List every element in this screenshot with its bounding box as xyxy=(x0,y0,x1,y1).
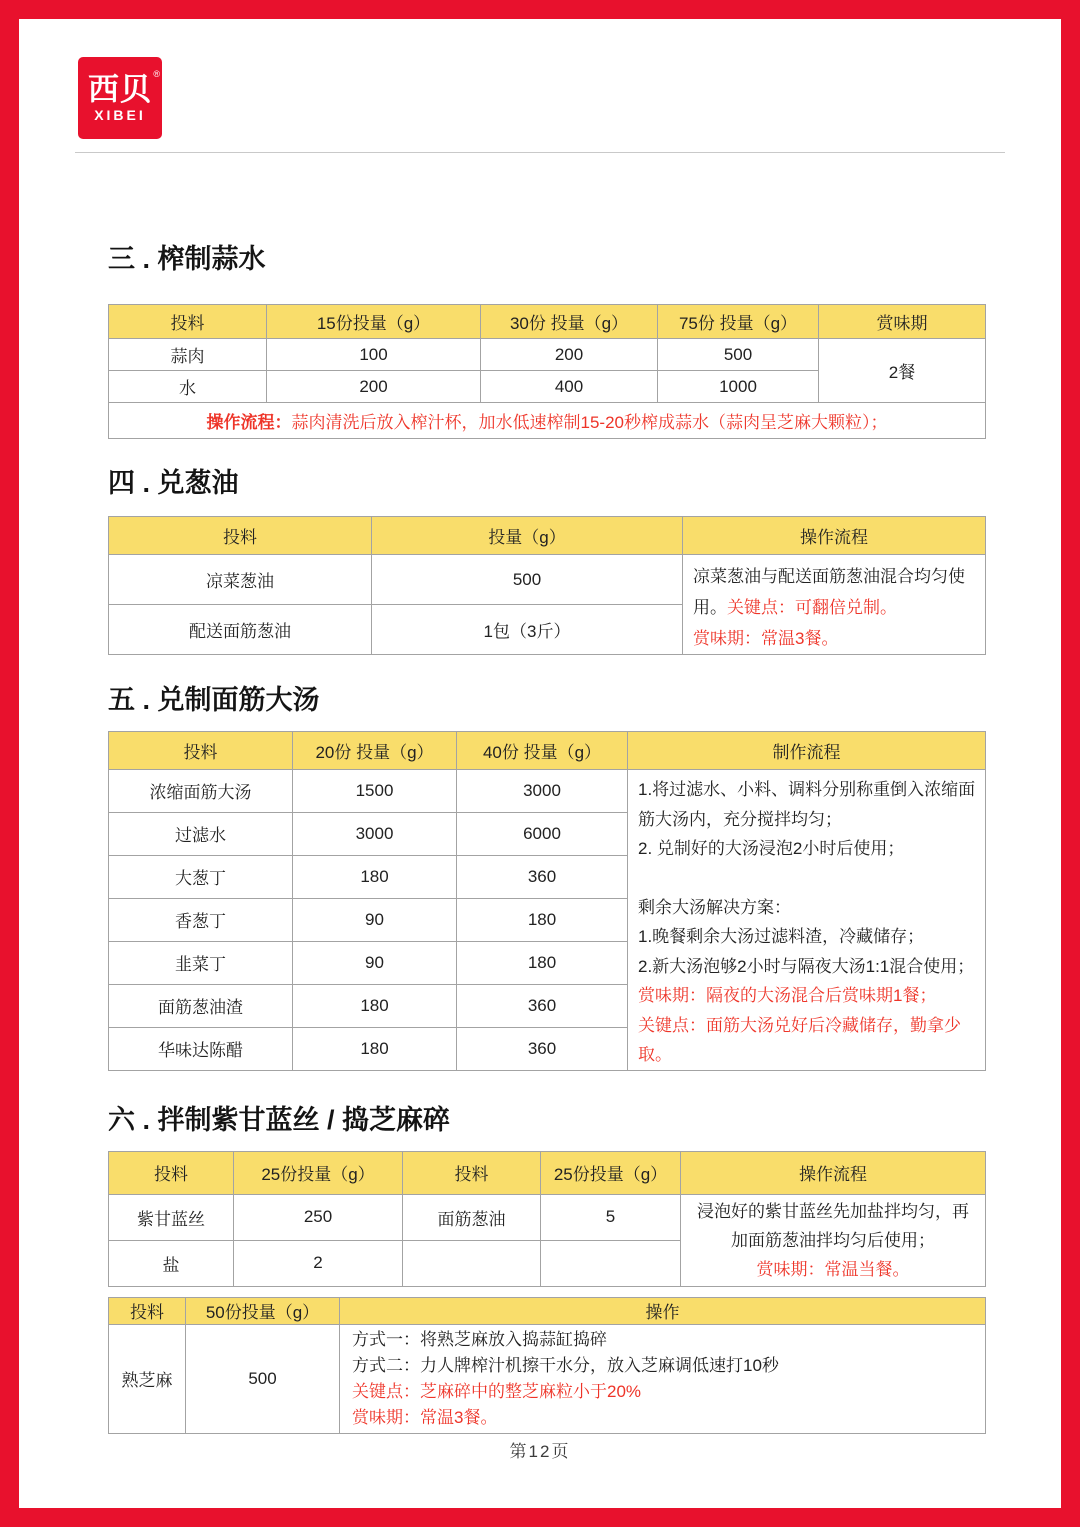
ingredient-name: 香葱丁 xyxy=(109,898,293,941)
qty-value xyxy=(541,1241,681,1286)
qty-value: 200 xyxy=(267,371,481,403)
note-label: 操作流程： xyxy=(206,413,292,432)
table-header-row xyxy=(109,732,986,770)
section-6-title: 六 . 拌制紫甘蓝丝 / 捣芝麻碎 xyxy=(108,1104,451,1135)
ingredient-name: 凉菜葱油 xyxy=(109,555,372,605)
col-header-qty-25: 25份投量（g） xyxy=(541,1151,681,1194)
col-header-operation: 操作流程 xyxy=(681,1151,986,1194)
operation-text: 浸泡好的紫甘蓝丝先加盐拌均匀，再加面筋葱油拌均匀后使用； xyxy=(697,1201,969,1250)
qty-value: 200 xyxy=(481,339,658,371)
process-step: 2. 兑制好的大汤浸泡2小时后使用； xyxy=(638,839,905,858)
gluten-soup-table xyxy=(108,731,986,1071)
qty-value: 500 xyxy=(658,339,819,371)
process-step: 2.新大汤泡够2小时与隔夜大汤1:1混合使用； xyxy=(638,956,975,976)
ingredient-name: 华味达陈醋 xyxy=(109,1027,293,1070)
key-point-text: 关键点：可翻倍兑制。 xyxy=(727,598,897,617)
qty-value: 2 xyxy=(234,1241,403,1286)
operation-note xyxy=(109,403,986,439)
section-4-title: 四 . 兑葱油 xyxy=(108,468,239,498)
table-header-row xyxy=(109,305,986,339)
ingredient-name: 浓缩面筋大汤 xyxy=(109,770,293,813)
section-3-title: 三 . 榨制蒜水 xyxy=(108,244,266,274)
operation-method-1: 方式一：将熟芝麻放入捣蒜缸捣碎 xyxy=(352,1329,607,1349)
ingredient-name xyxy=(403,1241,541,1286)
qty-value: 180 xyxy=(457,898,628,941)
key-point-text: 关键点：芝麻碎中的整芝麻粒小于20% xyxy=(352,1381,642,1401)
qty-value: 360 xyxy=(457,984,628,1027)
table-header-row xyxy=(109,1297,986,1324)
qty-value: 400 xyxy=(481,371,658,403)
table-row xyxy=(109,1194,986,1241)
shelf-life-text: 赏味期：隔夜的大汤混合后赏味期1餐； xyxy=(638,986,937,1005)
process-step: 1.将过滤水、小料、调料分别称重倒入浓缩面筋大汤内，充分搅拌均匀； xyxy=(638,780,976,829)
qty-value: 90 xyxy=(293,898,457,941)
ingredient-name: 配送面筋葱油 xyxy=(109,605,372,655)
table-row xyxy=(109,1324,986,1433)
operation-cell xyxy=(340,1324,986,1433)
table-row xyxy=(109,770,986,813)
operation-text: 凉菜葱油与配送面筋葱油混合均匀使用。 xyxy=(693,567,965,617)
blank-line xyxy=(638,864,977,893)
registered-mark: ® xyxy=(153,69,161,79)
col-header-ingredient: 投料 xyxy=(109,1297,186,1324)
ingredient-name: 熟芝麻 xyxy=(109,1324,186,1433)
process-step: 剩余大汤解决方案： xyxy=(638,897,791,917)
logo-chinese-text: 西贝 ® xyxy=(88,69,161,107)
col-header-qty-40: 40份 投量（g） xyxy=(457,732,628,770)
shelf-life-text: 赏味期：常温3餐。 xyxy=(352,1407,498,1427)
qty-value: 1000 xyxy=(658,371,819,403)
col-header-operation: 操作流程 xyxy=(683,517,986,555)
col-header-ingredient: 投料 xyxy=(109,1151,234,1194)
qty-value: 3000 xyxy=(293,812,457,855)
qty-value: 500 xyxy=(186,1324,340,1433)
col-header-ingredient: 投料 xyxy=(109,517,372,555)
col-header-ingredient: 投料 xyxy=(403,1151,541,1194)
operation-cell xyxy=(683,555,986,655)
col-header-operation: 操作 xyxy=(340,1297,986,1324)
col-header-qty-30: 30份 投量（g） xyxy=(481,305,658,339)
col-header-qty-15: 15份投量（g） xyxy=(267,305,481,339)
sesame-crush-table xyxy=(108,1297,986,1434)
qty-value: 180 xyxy=(293,855,457,898)
qty-value: 3000 xyxy=(457,770,628,813)
ingredient-name: 过滤水 xyxy=(109,812,293,855)
qty-value: 360 xyxy=(457,855,628,898)
qty-value: 360 xyxy=(457,1027,628,1070)
operation-note-row xyxy=(109,403,986,439)
ingredient-name: 蒜肉 xyxy=(109,339,267,371)
col-header-qty: 投量（g） xyxy=(372,517,683,555)
section-5-title: 五 . 兑制面筋大汤 xyxy=(108,685,320,715)
shelf-life-text: 赏味期：常温当餐。 xyxy=(756,1259,910,1279)
table-header-row xyxy=(109,517,986,555)
qty-value: 6000 xyxy=(457,812,628,855)
qty-value: 5 xyxy=(541,1194,681,1241)
shelf-life-text: 赏味期：常温3餐。 xyxy=(693,629,839,648)
qty-value: 180 xyxy=(293,1027,457,1070)
ingredient-name: 面筋葱油 xyxy=(403,1194,541,1241)
col-header-qty-20: 20份 投量（g） xyxy=(293,732,457,770)
qty-value: 90 xyxy=(293,941,457,984)
cabbage-mix-table xyxy=(108,1151,986,1287)
table-row xyxy=(109,555,986,605)
qty-value: 180 xyxy=(457,941,628,984)
logo-latin-text: XIBEI xyxy=(94,107,146,123)
qty-value: 1包（3斤） xyxy=(372,605,683,655)
col-header-ingredient: 投料 xyxy=(109,732,293,770)
process-cell xyxy=(628,770,986,1071)
col-header-qty-75: 75份 投量（g） xyxy=(658,305,819,339)
document-content xyxy=(108,19,985,1434)
col-header-ingredient: 投料 xyxy=(109,305,267,339)
shelf-life-value: 2餐 xyxy=(819,339,986,403)
operation-method-2: 方式二：力人牌榨汁机擦干水分，放入芝麻调低速打10秒 xyxy=(352,1355,779,1375)
garlic-water-table xyxy=(108,304,986,439)
col-header-process: 制作流程 xyxy=(628,732,986,770)
key-point-text: 关键点：面筋大汤兑好后冷藏储存，勤拿少取。 xyxy=(638,1015,961,1064)
scallion-oil-table xyxy=(108,516,986,655)
ingredient-name: 盐 xyxy=(109,1241,234,1286)
col-header-shelf-life: 赏味期 xyxy=(819,305,986,339)
qty-value: 100 xyxy=(267,339,481,371)
operation-cell xyxy=(681,1194,986,1286)
ingredient-name: 水 xyxy=(109,371,267,403)
table-header-row xyxy=(109,1151,986,1194)
ingredient-name: 面筋葱油渣 xyxy=(109,984,293,1027)
page-number: 第12页 xyxy=(509,1442,571,1461)
col-header-qty-50: 50份投量（g） xyxy=(186,1297,340,1324)
qty-value: 500 xyxy=(372,555,683,605)
qty-value: 1500 xyxy=(293,770,457,813)
ingredient-name: 韭菜丁 xyxy=(109,941,293,984)
col-header-qty-25: 25份投量（g） xyxy=(234,1151,403,1194)
note-text: 蒜肉清洗后放入榨汁杯，加水低速榨制15-20秒榨成蒜水（蒜肉呈芝麻大颗粒）； xyxy=(291,413,888,432)
ingredient-name: 大葱丁 xyxy=(109,855,293,898)
table-row xyxy=(109,339,986,371)
qty-value: 180 xyxy=(293,984,457,1027)
process-step: 1.晚餐剩余大汤过滤料渣，冷藏储存； xyxy=(638,927,925,946)
qty-value: 250 xyxy=(234,1194,403,1241)
ingredient-name: 紫甘蓝丝 xyxy=(109,1194,234,1241)
